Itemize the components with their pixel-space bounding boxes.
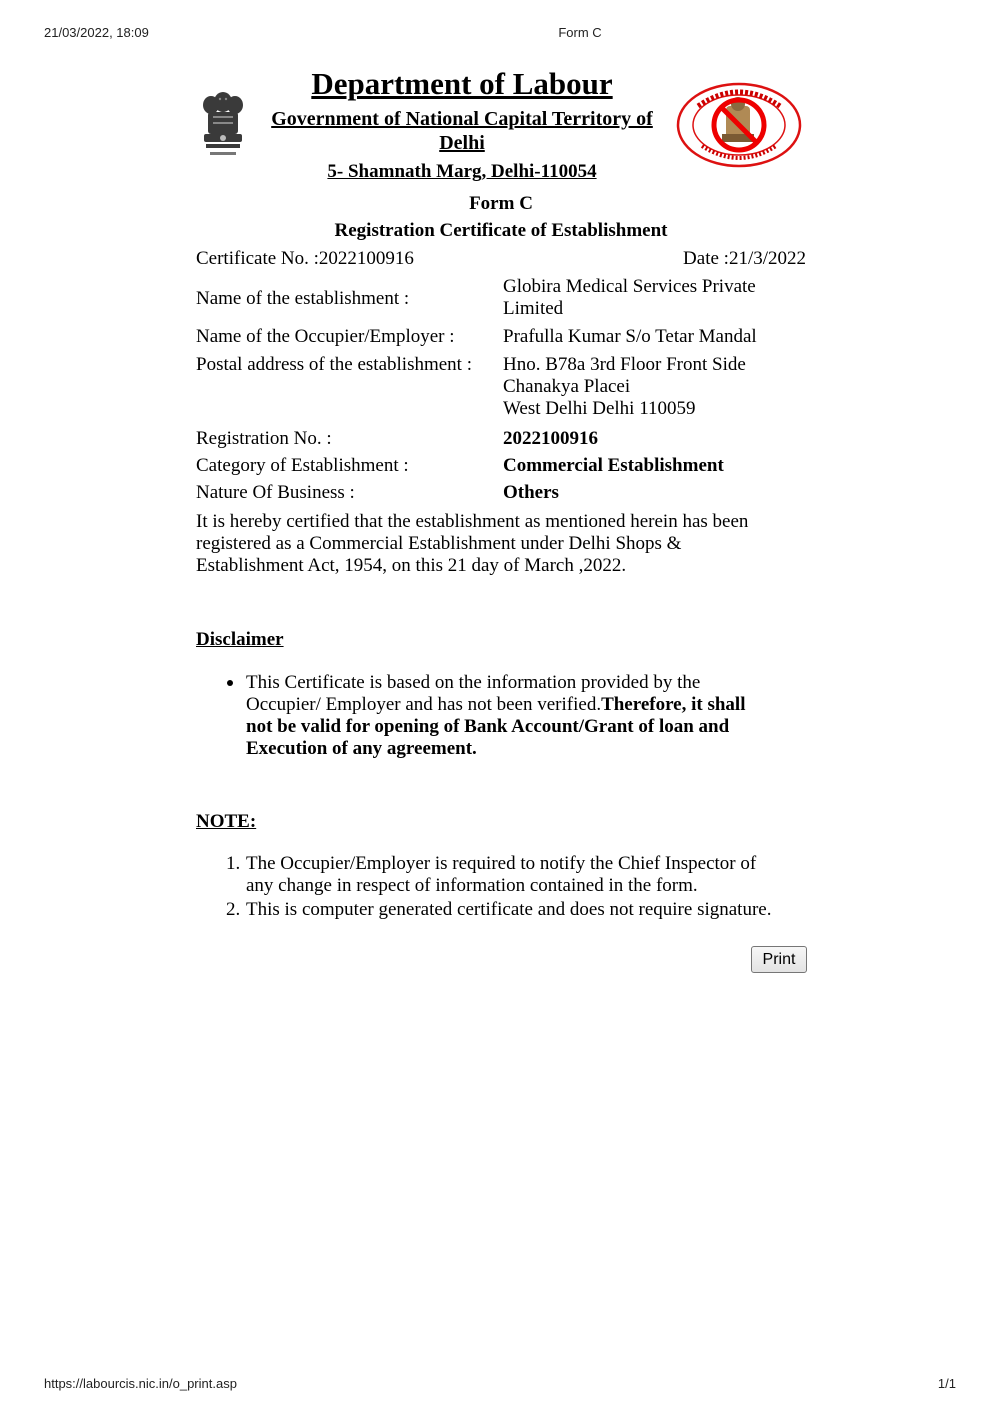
print-button[interactable]: Print <box>751 946 807 973</box>
note-item-number: 2. <box>226 899 241 920</box>
field-label-occupier: Name of the Occupier/Employer : <box>196 326 455 347</box>
note-heading: NOTE: <box>196 811 257 832</box>
department-address: 5- Shamnath Marg, Delhi-110054 <box>327 161 597 182</box>
form-subtitle: Registration Certificate of Establishment <box>334 220 668 241</box>
state-emblem-icon <box>198 86 248 162</box>
field-label-registration-no: Registration No. : <box>196 428 332 449</box>
field-label-establishment-name: Name of the establishment : <box>196 288 410 309</box>
print-page-title: Form C <box>558 25 602 40</box>
note-item-number: 1. <box>226 853 241 874</box>
field-value-nature-of-business: Others <box>503 482 559 503</box>
government-title: Government of National Capital Territory of Delhi <box>271 108 653 154</box>
field-value-category: Commercial Establishment <box>503 455 724 476</box>
certification-statement: It is hereby certified that the establishment as mentioned herein has been registered as a Commercial Establishment under Delhi Shops & Establishment Act, 1954, on this 21 day of March ,2022. <box>196 511 749 576</box>
say-no-to-child-labour-icon <box>676 82 802 168</box>
certificate-number: Certificate No. :2022100916 <box>196 248 414 269</box>
field-label-nature-of-business: Nature Of Business : <box>196 482 355 503</box>
field-value-establishment-name: Globira Medical Services Private Limited <box>503 276 756 319</box>
field-value-registration-no: 2022100916 <box>503 428 598 449</box>
field-value-postal-address: Hno. B78a 3rd Floor Front Side Chanakya Placei West Delhi Delhi 110059 <box>503 354 746 419</box>
disclaimer-text: This Certificate is based on the information provided by the Occupier/ Employer and has not been verified.Therefore, it shall not be valid for opening of Bank Account/Grant of loan and Execution of any agreement. <box>246 672 746 759</box>
certificate-date: Date :21/3/2022 <box>683 248 806 269</box>
field-label-category: Category of Establishment : <box>196 455 409 476</box>
print-page-count: 1/1 <box>937 1376 956 1391</box>
department-title: Department of Labour <box>311 66 613 101</box>
note-item: This is computer generated certificate and does not require signature. <box>246 899 772 920</box>
print-datetime: 21/03/2022, 18:09 <box>44 25 149 40</box>
note-item: The Occupier/Employer is required to notify the Chief Inspector of any change in respect of information contained in the form. <box>246 853 757 896</box>
bullet-icon <box>227 680 233 686</box>
print-url: https://labourcis.nic.in/o_print.asp <box>44 1376 237 1391</box>
form-title: Form C <box>469 193 533 214</box>
disclaimer-heading: Disclaimer <box>196 629 284 650</box>
field-value-occupier: Prafulla Kumar S/o Tetar Mandal <box>503 326 757 347</box>
field-label-postal-address: Postal address of the establishment : <box>196 354 472 375</box>
